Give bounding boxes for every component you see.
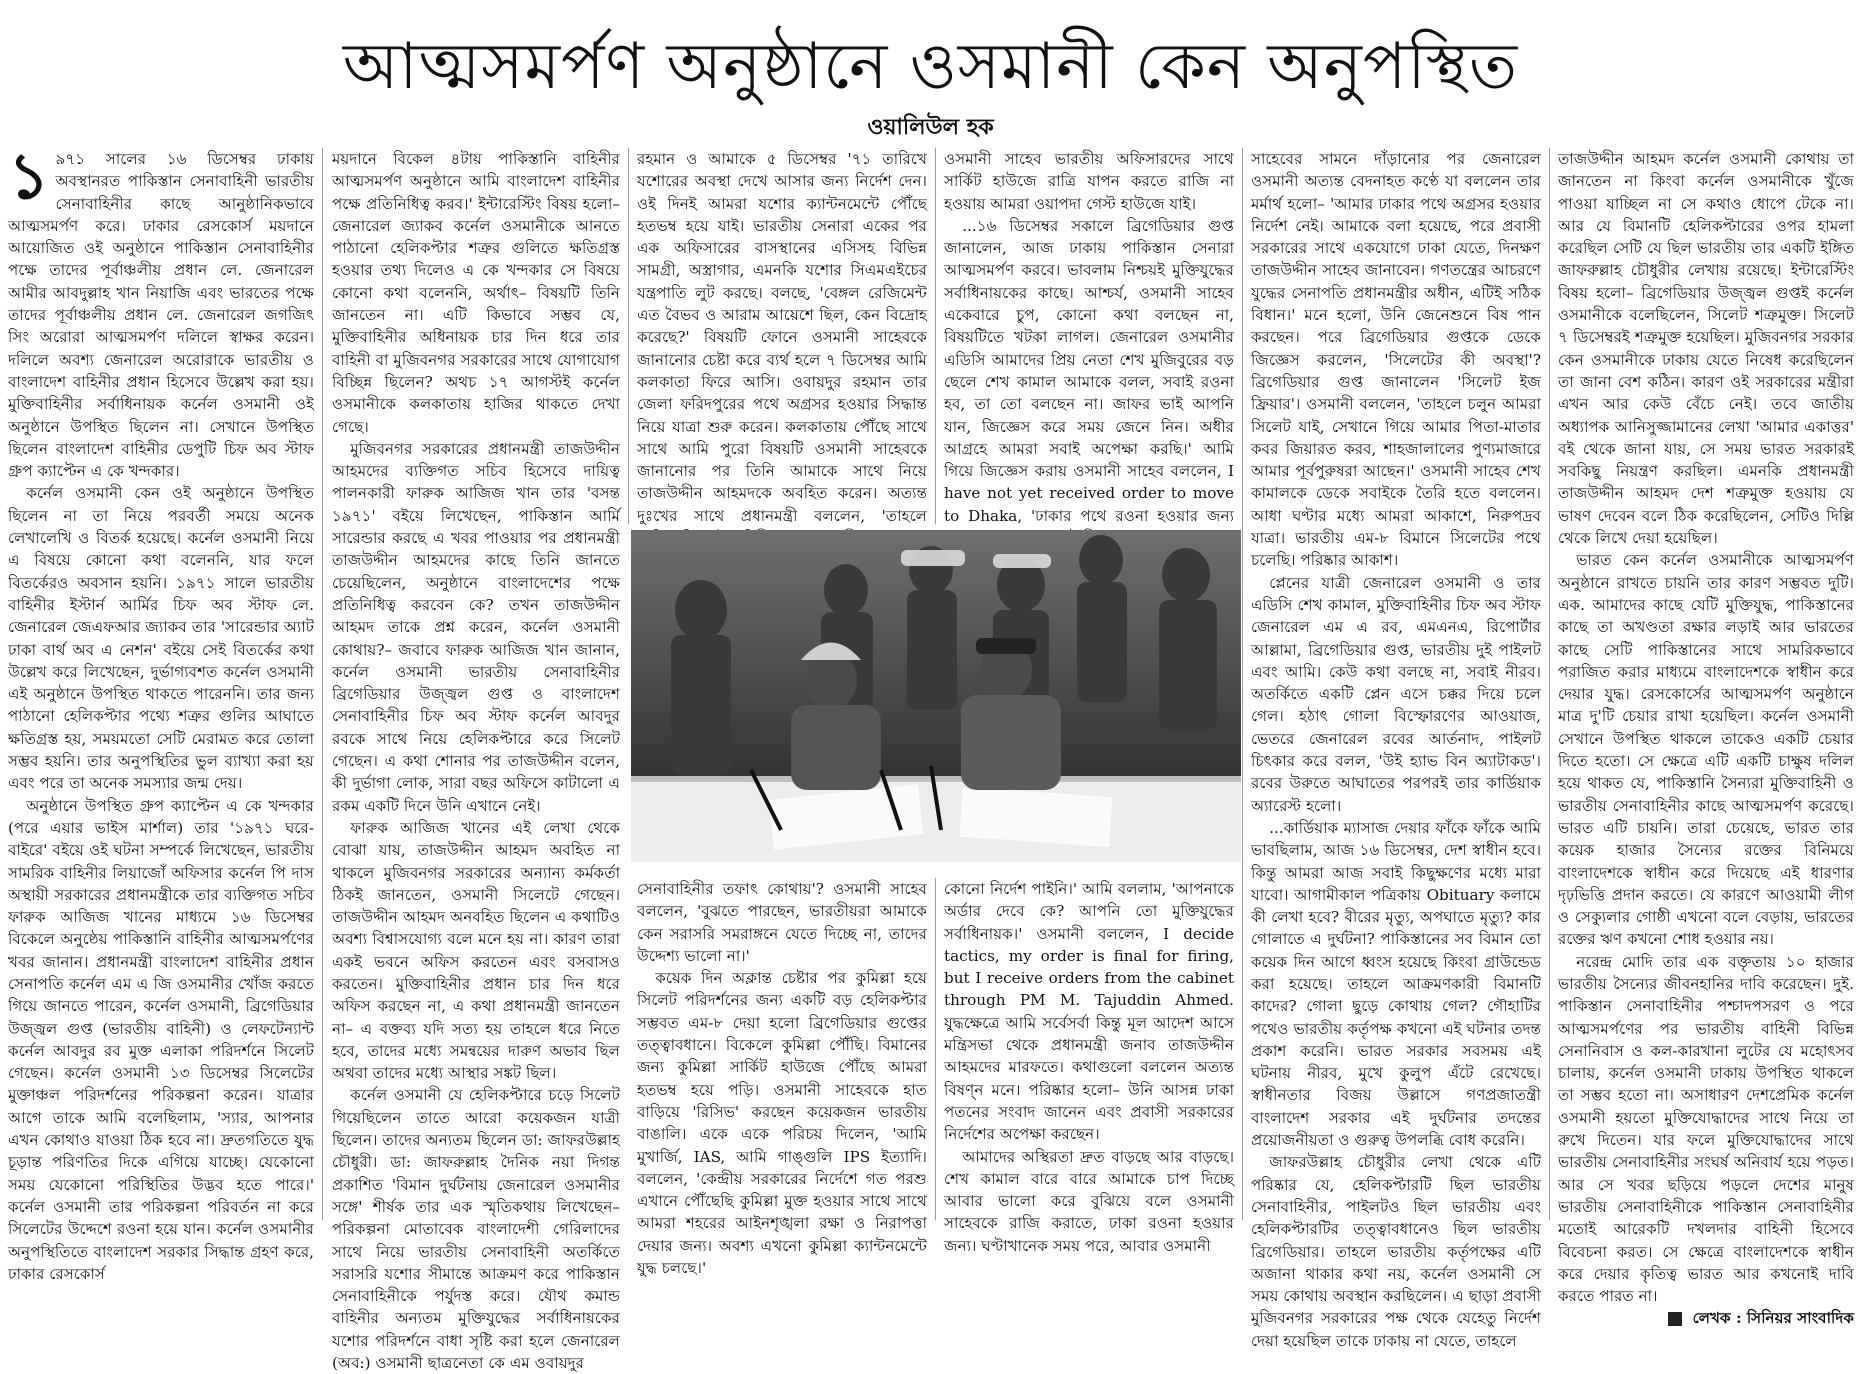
column-rule — [935, 878, 936, 1220]
paragraph: অনুষ্ঠানে উপস্থিত গ্রুপ ক্যাপ্টেন এ কে খন্দকার (পরে এয়ার ভাইস মার্শাল) তার '১৯৭১ ঘরে-বাইরে' বইয়ে ওই ঘটনা সম্পর্কে লিখেছেন, ভারতীয় সামরিক বাহিনীর লিয়াজোঁ অফিসার কর্নেল পি দাস অস্থায়ী সরকারের প্রধানমন্ত্রীকে তার ব্যক্তিগত সচিব ফারুক আজিজ খানের মাধ্যমে ১৬ ডিসেম্বর বিকেলে অনুষ্ঠেয় পাকিস্তানি বাহিনীর আত্মসমর্পণের খবর জানান। প্রধানমন্ত্রী বাংলাদেশ বাহিনীর প্রধান সেনাপতি কর্নেল এম এ জি ওসমানীর খোঁজ করতে গিয়ে জানতে পারেন, কর্নেল ওসমানী, ব্রিগেডিয়ার উজ্জ্বল গুপ্ত (ভারতীয় বাহিনী) ও লেফটেন্যান্ট কর্নেল আবদুর রব মুক্ত এলাকা পরিদর্শনে সিলেট গেছেন। কর্নেল ওসমানী ১৩ ডিসেম্বর সিলেটের মুক্তাঞ্চল পরিদর্শনের পরিকল্পনা করেন। যাত্রার আগে তাকে আমি বলেছিলাম, 'স্যার, আপনার এখন কোথাও যাওয়া ঠিক হবে না। দ্রুতগতিতে যুদ্ধ চূড়ান্ত পরিণতির দিকে এগিয়ে যাচ্ছে। যেকোনো সময় যেকোনো পরিস্থিতির উদ্ভব হতে পারে।' কর্নেল ওসমানী তার পরিকল্পনা পরিবর্তন না করে সিলেটের উদ্দেশে রওনা হয়ে যান। কর্নেল ওসমানীর অনুপস্থিতিতে বাংলাদেশ সরকার সিদ্ধান্ত গ্রহণ করে, ঢাকার রেসকোর্স — [8, 796, 314, 1283]
article-column-2 — [332, 148, 620, 1373]
paragraph: ময়দানে বিকেল ৪টায় পাকিস্তানি বাহিনীর আত্মসমর্পণ অনুষ্ঠানে আমি বাংলাদেশ বাহিনীর পক্ষে প্রতিনিধিত্ব করব।' ইন্টারেস্টিং বিষয় হলো– জেনারেল জ্যাকব কর্নেল ওসমানীকে আনতে পাঠানো হেলিকপ্টার শত্রুর গুলিতে ক্ষতিগ্রস্ত হওয়ার তথ্য দিলেও এ কে খন্দকার সে বিষয়ে কোনো কথা বলেননি, অর্থাৎ– বিষয়টি তিনি জানতেন না। এটি কিভাবে সম্ভব যে, মুক্তিবাহিনীর অধিনায়ক চার দিন ধরে তার বাহিনী বা মুজিবনগর সরকারের সাথে যোগাযোগ বিচ্ছিন্ন ছিলেন? অথচ ১৭ আগস্টই কর্নেল ওসমানীকে কলকাতায় হাজির থাকতে দেখা গেছে। — [332, 150, 620, 436]
paragraph: ...১৬ ডিসেম্বর সকালে ব্রিগেডিয়ার গুপ্ত জানালেন, আজ ঢাকায় পাকিস্তান সেনারা আত্মসমর্পণ করবে। ভাবলাম নিশ্চয়ই মুক্তিযুদ্ধের সর্বাধিনায়কের কাছে। আশ্চর্য, ওসমানী সাহেব একেবারে চুপ, কোনো কথা বলছেন না, বিষয়টিতে খটকা লাগল। জেনারেল ওসমানীর এডিসি আমাদের প্রিয় নেতা শেখ মুজিবুরের বড় ছেলে শেখ কামাল আমাকে বলল, সবাই রওনা হব, তা তো বলছেন না। জাফর ভাই আপনি যান, জিজ্ঞেস করে সময় জেনে নিন। অধীর আগ্রহে আমরা সবাই অপেক্ষা করছি।' আমি গিয়ে জিজ্ঞেস করায় ওসমানী সাহেব বললেন, I have not yet received order to move to Dhaka, 'ঢাকার পথে রওনা হওয়ার জন্য — [944, 216, 1234, 525]
paragraph: রহমান ও আমাকে ৫ ডিসেম্বর '৭১ তারিখে যশোরের অবস্থা দেখে আসার জন্য নির্দেশ দেন। ওই দিনই আমরা যশোর ক্যান্টনমেন্টে পৌঁছে হতভম্ব হয়ে যাই। ভারতীয় সেনারা একের পর এক অফিসারের বাসস্থানের এসিসহ বিভিন্ন সামগ্রী, অস্ত্রাগার, এমনকি যশোর সিএমএইচের যন্ত্রপাতি লুট করছে। বলছে, 'বেঙ্গল রেজিমেন্ট এত বৈভব ও আরাম আয়েশে ছিল, কেন বিদ্রোহ করেছে?' বিষয়টি ফোনে ওসমানী সাহেবকে জানানোর চেষ্টা করে ব্যর্থ হলে ৭ ডিসেম্বর আমি কলকাতা ফিরে আসি। ওবায়দুর রহমান তার জেলা ফরিদপুরের পথে অগ্রসর হওয়ার সিদ্ধান্ত নিয়ে যাত্রা শুরু করেন। কলকাতায় পৌঁছে সাথে সাথে আমি পুরো বিষয়টি ওসমানী সাহেবকে জানানোর পর তিনি আমাকে সাথে নিয়ে তাজউদ্দীন আহমদকে অবহিত করেন। অত্যন্ত দুঃখের সাথে প্রধানমন্ত্রী বললেন, 'তাহলে — [637, 150, 927, 525]
author-label: লেখক : সিনিয়র সাংবাদিক — [1692, 1309, 1854, 1328]
paragraph: কর্নেল ওসমানী যে হেলিকপ্টারে চড়ে সিলেট গিয়েছিলেন তাতে আরো কয়েকজন যাত্রী ছিলেন। তাদের অন্যতম ছিলেন ডা: জাফরউল্লাহ চৌধুরী। ডা: জাফরুল্লাহ দৈনিক নয়া দিগন্ত প্রকাশিত 'বিমান দুর্ঘটনায় জেনারেল ওসমানীর সঙ্গে' শীর্ষক তার এক স্মৃতিকথায় লিখেছেন– পরিকল্পনা মোতাবেক বাংলাদেশী গেরিলাদের সাথে নিয়ে ভারতীয় সেনাবাহিনী অতর্কিতে সরাসরি যশোর সীমান্তে আক্রমণ করে পাকিস্তান সেনাবাহিনীকে পর্যুদস্ত করে। যৌথ কমান্ড বাহিনীর অন্যতম মুক্তিযুদ্ধের সর্বাধিনায়কের যশোর পরিদর্শনে বাধা সৃষ্টি করা হলে জেনারেল (অব:) ওসমানী ছাত্রনেতা কে এম ওবায়দুর — [332, 1086, 620, 1373]
column-rule — [628, 148, 629, 524]
author-line — [1558, 1307, 1854, 1329]
paragraph-text: ৯৭১ সালের ১৬ ডিসেম্বর ঢাকায় অবস্থানরত পাকিস্তান সেনাবাহিনী ভারতীয় সেনাবাহিনীর কাছে আনুষ্ঠানিকভাবে আত্মসমর্পণ করে। ঢাকার রেসকোর্স ময়দানে আয়োজিত ওই অনুষ্ঠানে পাকিস্তান সেনাবাহিনীর পক্ষে তাদের পূর্বাঞ্চলীয় প্রধান লে. জেনারেল আমীর আবদুল্লাহ খান নিয়াজি এবং ভারতের পক্ষে তাদের পূর্বাঞ্চলীয় প্রধান লে. জেনারেল জগজিৎ সিং অরোরা আত্মসমর্পণ দলিলে স্বাক্ষর করেন। দলিলে অবশ্য জেনারেল অরোরাকে ভারতীয় ও বাংলাদেশ বাহিনীর প্রধান হিসেবে উল্লেখ করা হয়। মুক্তিবাহিনীর সর্বাধিনায়ক কর্নেল ওসমানী ওই অনুষ্ঠানে উপস্থিত ছিলেন না। সেখানে উপস্থিত ছিলেন বাংলাদেশ বাহিনীর ডেপুটি চিফ অব স্টাফ গ্রুপ ক্যাপ্টেন এ কে খন্দকার। — [8, 150, 314, 481]
end-mark-icon — [1668, 1312, 1682, 1326]
article-column-5 — [1251, 148, 1541, 1350]
column-rule — [1549, 148, 1550, 1220]
paragraph: কর্নেল ওসমানী কেন ওই অনুষ্ঠানে উপস্থিত ছিলেন না তা নিয়ে পরবর্তী সময়ে অনেক লেখালেখি ও বিতর্ক হয়েছে। কর্নেল ওসমানী নিয়ে এ বিষয়ে কোনো কথা বলেননি, যার ফলে বিতর্কেরও অবসান হয়নি। ১৯৭১ সালে ভারতীয় বাহিনীর ইস্টার্ন আর্মির চিফ অব স্টাফ লে. জেনারেল জেএফআর জ্যাকব তার 'সারেন্ডার অ্যাট ঢাকা বার্থ অব এ নেশন' বইয়ে সেই বিতর্কের কথা উল্লেখ করে লিখেছেন, দুর্ভাগ্যবশত কর্নেল ওসমানী এই অনুষ্ঠানে উপস্থিত থাকতে পারেননি। তার জন্য পাঠানো হেলিকপ্টার পথ্যে শত্রুর গুলির আঘাতে ক্ষতিগ্রস্ত হয়, সময়মতো সেটি মেরামত করে তোলা সম্ভব হয়নি। তার অনুপস্থিতির ভুল ব্যাখ্যা করা হয় এবং পরে তা অনেক সমস্যার জন্ম দেয়। — [8, 484, 314, 793]
drop-cap: ১ — [8, 140, 50, 214]
column-rule — [935, 148, 936, 524]
paragraph — [8, 140, 314, 482]
article-column-3-lower — [637, 878, 927, 1278]
article-column-6 — [1558, 148, 1854, 1328]
column-rule — [1242, 148, 1243, 1220]
paragraph: ...কার্ডিয়াক ম্যাসাজ দেয়ার ফাঁকে ফাঁকে আমি ভাবছিলাম, আজ ১৬ ডিসেম্বর, দেশ স্বাধীন হবে। কিন্তু আমরা আজ সবাই কিছুক্ষণের মধ্যে মারা যাবো। আগামীকাল পত্রিকায় Obituary কলামে কী লেখা হবে? বীরের মৃত্যু, অপঘাতে মৃত্যু? কার গোলাতে এ দুর্ঘটনা? পাকিস্তানের সব বিমান তো কয়েক দিন আগে ধ্বংস হয়েছে কিংবা গ্রাউন্ডেড করা হয়েছে। তাহলে আক্রমণকারী বিমানটি কাদের? গোলা ছুড়ে কোথায় গেল? গৌহাটির পথেও ভারতীয় কর্তৃপক্ষ কখনো এই ঘটনার তদন্ত প্রকাশ করেনি। ভারত সরকার সবসময় এই ঘটনায় নীরব, মুখে কুলুপ এঁটে রেখেছে। স্বাধীনতার বিজয় উল্লাসে গণপ্রজাতন্ত্রী বাংলাদেশ সরকার এই দুর্ঘটনার তদন্তের প্রয়োজনীয়তা ও গুরুত্ব উপলব্ধি বোধ করেনি। — [1251, 818, 1541, 1150]
article-column-4 — [944, 148, 1234, 524]
paragraph: প্লেনের যাত্রী জেনারেল ওসমানী ও তার এডিসি শেখ কামাল, মুক্তিবাহিনীর চিফ অব স্টাফ জেনারেল এম এ রব, এমএনএ, রিপোর্টার আল্লামা, ব্রিগেডিয়ার গুপ্ত, ভারতীয় দুই পাইলট এবং আমি। কেউ কথা বলছে না, সবাই নীরব। অতর্কিতে একটি প্লেন এসে চক্কর দিয়ে চলে গেল। হঠাৎ গোলা বিস্ফোরণের আওয়াজ, ভেতরে জেনারেল রবের আর্তনাদ, পাইলট চিৎকার করে বলল, 'উই হ্যাভ বিন অ্যাটাকড'। রবের উরুতে আঘাতের পরপরই তার কার্ডিয়াক অ্যারেস্ট হলো। — [1251, 573, 1541, 815]
paragraph: সাহেবের সামনে দাঁড়ানোর পর জেনারেল ওসমানী অত্যন্ত বেদনাহত কণ্ঠে যা বললেন তার মর্মার্থ হলো– 'আমার ঢাকার পথে অগ্রসর হওয়ার নির্দেশ নেই। আমাকে বলা হয়েছে, পরে প্রবাসী সরকারের সাথে একযোগে ঢাকা যেতে, দিনক্ষণ তাজউদ্দীন সাহেব জানাবেন। গণতন্ত্রের আচরণে যুদ্ধের সেনাপতি প্রধানমন্ত্রীর অধীন, এটিই সঠিক বিধান।' মনে হলো, উনি জেনেশুনে বিষ পান করছেন। পরে ব্রিগেডিয়ার গুপ্তকে ডেকে জিজ্ঞেস করলেন, 'সিলেটের কী অবস্থা'? ব্রিগেডিয়ার গুপ্ত জানালেন 'সিলেট ইজ ফ্রিয়ার'। ওসমানী বললেন, 'তাহলে চলুন আমরা সিলেট যাই, সেখানে গিয়ে আমার পিতা-মাতার কবর জিয়ারত করব, শাহজালালের পুণ্যমাজারে আমার পূর্বপুরুষরা আছেন।' ওসমানী সাহেব শেখ কামালকে ডেকে সবাইকে তৈরি হতে বললেন। আধা ঘণ্টার মধ্যে আমরা আকাশে, নিরুপদ্রব যাত্রা। ভারতীয় এম-৮ বিমানে সিলেটের পথে চলেছি। পরিষ্কার আকাশ। — [1251, 150, 1541, 570]
article-column-3 — [637, 148, 927, 524]
news-photo — [631, 530, 1241, 862]
paragraph: কোনো নির্দেশ পাইনি।' আমি বললাম, 'আপনাকে অর্ডার দেবে কে? আপনি তো মুক্তিযুদ্ধের সর্বাধিনায়ক।' ওসমানী বললেন, I decide tactics, my order is final for firing, but I receive orders from the cabinet through PM M. Tajuddin Ahmed. যুদ্ধক্ষেত্রে আমি সর্বেসর্বা কিন্তু মূল আদেশ আসে মন্ত্রিসভা থেকে প্রধানমন্ত্রী জনাব তাজউদ্দীন আহমদের মারফতে। কথাগুলো বললেন অত্যন্ত বিষণ্ন মনে। পরিষ্কার হলো– উনি আসন্ন ঢাকা পতনের সংবাদ জানেন এবং প্রবাসী সরকারের নির্দেশের অপেক্ষা করছেন। — [944, 880, 1234, 1144]
column-rule — [322, 148, 323, 1220]
paragraph: তাজউদ্দীন আহমদ কর্নেল ওসমানী কোথায় তা জানতেন না কিংবা কর্নেল ওসমানীকে খুঁজে পাওয়া যাচ্ছিল না সে কথাও ধোপে টেকে না। আর যে বিমানটি হেলিকপ্টারের ওপর হামলা করেছিল সেটি যে ছিল ভারতীয় তার একটি ইঙ্গিত জাফরুল্লাহ চৌধুরীর লেখায় রয়েছে। ইন্টারেস্টিং বিষয় হলো– ব্রিগেডিয়ার উজ্জ্বল গুপ্তই কর্নেল ওসমানীকে বলেছিলেন, সিলেট শত্রুমুক্ত। সিলেট ৭ ডিসেম্বরই শত্রুমুক্ত হয়েছিল। মুজিবনগর সরকার কেন ওসমানীকে ঢাকায় যেতে নিষেধ করেছিলেন তা জানা বেশ কঠিন। কারণ ওই সরকারের মন্ত্রীরা এখন আর কেউ বেঁচে নেই। তবে জাতীয় অধ্যাপক আনিসুজ্জামানের লেখা 'আমার একাত্তর' বই থেকে জানা যায়, সে সময় ভারত সরকারই সবকিছু নিয়ন্ত্রণ করছিল। এমনকি প্রধানমন্ত্রী তাজউদ্দীন আহমদ দেশ শত্রুমুক্ত হওয়ায় যে ভাষণ দেবেন বলে ঠিক করেছিলেন, সেটিও দিল্লি থেকে লিখে দেয়া হয়েছিল। — [1558, 150, 1854, 548]
paragraph: ভারত কেন কর্নেল ওসমানীকে আত্মসমর্পণ অনুষ্ঠানে রাখতে চায়নি তার কারণ সম্ভবত দুটি। এক. আমাদের কাছে যেটি মুক্তিযুদ্ধ, পাকিস্তানের কাছে তা অখণ্ডতা রক্ষার লড়াই আর ভারতের কাছে সেটি পাকিস্তানের সাথে সামরিকভাবে পরাজিত করার মাধ্যমে বাংলাদেশকে স্বাধীন করে দেয়ার যুদ্ধ। রেসকোর্সের আত্মসমর্পণ অনুষ্ঠানে মাত্র দু'টি চেয়ার রাখা হয়েছিল। কর্নেল ওসমানী সেখানে উপস্থিত থাকলে তাকেও একটি চেয়ার দিতে হতো। সে ক্ষেত্রে এটি একটি চাক্ষুষ দলিল হয়ে থাকত যে, পাকিস্তানি সৈন্যরা মুক্তিবাহিনী ও ভারতীয় সেনাবাহিনীর কাছে আত্মসমর্পণ করেছে। ভারত এটি চায়নি। তারা চেয়েছে, ভারত তার কয়েক হাজার সৈন্যের রক্তের বিনিময়ে বাংলাদেশকে স্বাধীন করে দিয়েছে এই ধারণার দৃঢ়ভিত্তি প্রদান করতে। যে কারণে আওয়ামী লীগ ও সেক্যুলার গোষ্ঠী এখনো বলে বেড়ায়, ভারতের রক্তের ঋণ কখনো শোধ হওয়ার নয়। — [1558, 551, 1854, 949]
paragraph: নরেন্দ্র মোদি তার এক বক্তৃতায় ১০ হাজার ভারতীয় সৈন্যের জীবনহানির দাবি করেছেন। দুই. পাকিস্তান সেনাবাহিনীর পশ্চাদপসরণ ও পরে আত্মসমর্পণের পর ভারতীয় বাহিনী বিভিন্ন সেনানিবাস ও কল-কারখানা লুটের যে মহোৎসব চালায়, কর্নেল ওসমানী ঢাকায় উপস্থিত থাকলে তা সম্ভব হতো না। অসাধারণ দেশপ্রেমিক কর্নেল ওসমানী হয়তো মুক্তিযোদ্ধাদের সাথে নিয়ে তা রুখে দিতেন। যার ফলে মুক্তিযোদ্ধাদের সাথে ভারতীয় সেনাবাহিনীর সংঘর্ষ অনিবার্য হয়ে পড়ত। আর সে খবর ছড়িয়ে পড়লে দেশের মানুষ ভারতীয় সেনাবাহিনীকে পাকিস্তান সেনাবাহিনীর মতোই আরেকটি দখলদার বাহিনী হিসেবে বিবেচনা করত। সে ক্ষেত্রে বাংলাদেশকে স্বাধীন করে দেয়ার কৃতিত্ব ভারত আর কখনোই দাবি করতে পারত না। — [1558, 952, 1854, 1306]
paragraph: জাফরউল্লাহ চৌধুরীর লেখা থেকে এটি পরিষ্কার যে, হেলিকপ্টারটি ছিল ভারতীয় সেনাবাহিনীর, পাইলটও ছিল ভারতীয় এবং হেলিকপ্টারটির তত্ত্বাবধানেও ছিল ভারতীয় ব্রিগেডিয়ার। তাহলে ভারতীয় কর্তৃপক্ষের এটি অজানা থাকার কথা নয়, কর্নেল ওসমানী সে সময় কোথায় অবস্থান করছিলেন। এ ছাড়া প্রবাসী মুজিবনগর সরকারের পক্ষ থেকে যেহেতু নির্দেশ দেয়া হয়েছিল তাকে ঢাকায় না যেতে, তাহলে — [1251, 1153, 1541, 1350]
paragraph: মুজিবনগর সরকারের প্রধানমন্ত্রী তাজউদ্দীন আহমদের ব্যক্তিগত সচিব হিসেবে দায়িত্ব পালনকারী ফারুক আজিজ খান তার 'বসন্ত ১৯৭১' বইয়ে লিখেছেন, পাকিস্তান আর্মি সারেন্ডার করছে এ খবর পাওয়ার পর প্রধানমন্ত্রী তাজউদ্দীন আহমদের কাছে তিনি জানতে চেয়েছিলেন, অনুষ্ঠানে বাংলাদেশের পক্ষে প্রতিনিধিত্ব করবেন কে? তখন তাজউদ্দীন আহমদ তাকে প্রশ্ন করেন, কর্নেল ওসমানী কোথায়?– জবাবে ফারুক আজিজ খান জানান, কর্নেল ওসমানী ভারতীয় সেনাবাহিনীর ব্রিগেডিয়ার উজ্জ্বল গুপ্ত ও বাংলাদেশ সেনাবাহিনীর চিফ অব স্টাফ কর্নেল আবদুর রবকে সাথে নিয়ে হেলিকপ্টারে করে সিলেট গেছেন। এ কথা শোনার পর তাজউদ্দীন বলেন, কী দুর্ভাগা লোক, সারা বছর অফিসে কাটালো এ রকম একটি দিনে উনি এখানে নেই। — [332, 439, 620, 815]
paragraph: কয়েক দিন অক্লান্ত চেষ্টার পর কুমিল্লা হয়ে সিলেট পরিদর্শনের জন্য একটি বড় হেলিকপ্টার সম্ভবত এম-৮ দেয়া হলো ব্রিগেডিয়ার গুপ্তের তত্ত্বাবধানে। বিকেলে কুমিল্লা পৌঁছি। বিমানের জন্য কুমিল্লা সার্কিট হাউজে পৌঁছে আমরা হতভম্ব হয়ে পড়ি। ওসমানী সাহেবকে হাত বাড়িয়ে 'রিসিভ' করছেন কয়েকজন ভারতীয় বাঙালি। একে একে পরিচয় দিলেন, 'আমি মুখার্জি, IAS, আমি গাঙ্গুলি IPS ইত্যাদি। বললেন, 'কেন্দ্রীয় সরকারের নির্দেশে গত পরশু এখানে পৌঁছেছি কুমিল্লা মুক্ত হওয়ার সাথে সাথে আমরা শহরের আইনশৃঙ্খলা রক্ষা ও নিরাপত্তা দেয়ার জন্য। অবশ্য এখনো কুমিল্লা ক্যান্টনমেন্টে যুদ্ধ চলছে।' — [637, 969, 927, 1278]
paragraph: ওসমানী সাহেব ভারতীয় অফিসারদের সাথে সার্কিট হাউজে রাত্রি যাপন করতে রাজি না হওয়ায় আমরা ওয়াপদা গেস্ট হাউজে যাই। — [944, 150, 1234, 213]
paragraph: ফারুক আজিজ খানের এই লেখা থেকে বোঝা যায়, তাজউদ্দীন আহমদ অবহিত না থাকলে মুজিবনগর সরকারের অন্যান্য কর্মকর্তা ঠিকই জানতেন, ওসমানী সিলেটে গেছেন। তাজউদ্দীন আহমদ অনবহিত ছিলেন এ কথাটিও অবশ্য বিশ্বাসযোগ্য বলে মনে হয় না। কারণ তারা একই ভবনে অফিস করতেন এবং বসবাসও করতেন। মুক্তিবাহিনীর প্রধান চার দিন ধরে অফিস করছেন না, এ কথা প্রধানমন্ত্রী জানতেন না– এ বক্তব্য যদি সত্য হয় তাহলে ধরে নিতে হবে, তাদের মধ্যে সমন্বয়ের দারুণ অভাব ছিল অথবা তাদের মধ্যে আস্থার সঙ্কট ছিল। — [332, 818, 620, 1083]
photo-illustration — [631, 530, 1241, 862]
article-column-1 — [8, 140, 314, 1283]
article-column-4-lower — [944, 878, 1234, 1255]
paragraph: আমাদের অস্থিরতা দ্রুত বাড়ছে আর বাড়ছে। শেখ কামাল বারে বারে আমাকে চাপ দিচ্ছে আবার ভালো করে বুঝিয়ে বলে ওসমানী সাহেবকে রাজি করাতে, ঢাকা রওনা হওয়ার জন্য। ঘণ্টাখানেক সময় পরে, আবার ওসমানী — [944, 1147, 1234, 1255]
byline: ওয়ালিউল হক — [867, 115, 994, 140]
paragraph: সেনাবাহিনীর তফাৎ কোথায়'? ওসমানী সাহেব বললেন, 'বুঝতে পারছেন, ভারতীয়রা আমাকে কেন সরাসরি সমরাঙ্গনে যেতে দিচ্ছে না, তাদের উদ্দেশ্য ভালো না।' — [637, 880, 927, 965]
headline: আত্মসমর্পণ অনুষ্ঠানে ওসমানী কেন অনুপস্থিত — [342, 30, 1519, 104]
